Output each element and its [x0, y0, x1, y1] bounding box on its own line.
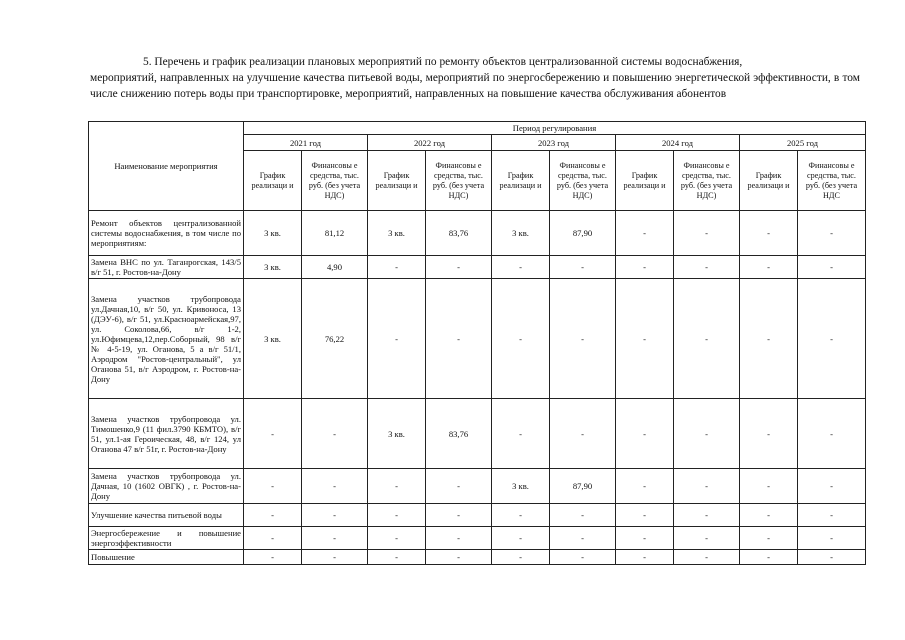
finance-cell: -: [798, 211, 866, 256]
schedule-cell: -: [616, 504, 674, 527]
schedule-cell: -: [368, 279, 426, 399]
finance-header: Финансовы е средства, тыс. руб. (без учета НДС): [674, 151, 740, 211]
heading-line-rest: мероприятий, направленных на улучшение качества питьевой воды, мероприятий по энергосбережению и повышению энергетической эффективности, в том числе снижению потерь воды при транспортировке, мероприятий, направленных на повышение качества обслуживания абонентов: [90, 72, 860, 100]
schedule-cell: -: [740, 550, 798, 565]
measure-name-cell: Замена участков трубопровода ул. Дачная, 10 (1602 ОВГК) , г. Ростов-на-Дону: [89, 469, 244, 504]
schedule-cell: -: [740, 256, 798, 279]
schedule-cell: -: [616, 469, 674, 504]
finance-cell: -: [550, 527, 616, 550]
schedule-cell: -: [244, 527, 302, 550]
heading-line-1: 5. Перечень и график реализации плановых мероприятий по ремонту объектов централизованной системы водоснабжения,: [143, 56, 743, 68]
schedule-cell: 3 кв.: [244, 279, 302, 399]
finance-cell: 83,76: [426, 399, 492, 469]
schedule-cell: -: [740, 527, 798, 550]
table-row: [89, 211, 866, 256]
finance-cell: -: [798, 469, 866, 504]
table-row: [89, 256, 866, 279]
schedule-cell: 3 кв.: [492, 469, 550, 504]
schedule-header: График реализаци и: [616, 151, 674, 211]
finance-cell: -: [674, 211, 740, 256]
year-header: 2025 год: [740, 135, 866, 151]
schedule-cell: 3 кв.: [492, 211, 550, 256]
schedule-cell: 3 кв.: [244, 256, 302, 279]
finance-cell: -: [426, 504, 492, 527]
finance-header: Финансовы е средства, тыс. руб. (без учета НДС: [798, 151, 866, 211]
name-column-header: Наименование мероприятия: [89, 122, 244, 211]
finance-cell: 83,76: [426, 211, 492, 256]
finance-cell: -: [550, 550, 616, 565]
schedule-cell: -: [368, 527, 426, 550]
finance-cell: -: [674, 504, 740, 527]
measures-table: [88, 121, 866, 565]
finance-cell: -: [674, 256, 740, 279]
finance-cell: -: [302, 550, 368, 565]
table-row: [89, 504, 866, 527]
schedule-cell: -: [244, 399, 302, 469]
period-header: Период регулирования: [244, 122, 866, 135]
schedule-cell: -: [244, 550, 302, 565]
measure-name-cell: Замена ВНС по ул. Таганрогская, 143/5 в/г 51, г. Ростов-на-Дону: [89, 256, 244, 279]
schedule-header: График реализаци и: [368, 151, 426, 211]
schedule-cell: -: [616, 256, 674, 279]
finance-cell: -: [798, 279, 866, 399]
finance-cell: -: [550, 399, 616, 469]
schedule-cell: -: [244, 469, 302, 504]
finance-cell: 87,90: [550, 469, 616, 504]
year-header: 2023 год: [492, 135, 616, 151]
table-row: [89, 527, 866, 550]
finance-cell: 87,90: [550, 211, 616, 256]
finance-cell: 81,12: [302, 211, 368, 256]
finance-cell: -: [426, 550, 492, 565]
schedule-cell: -: [616, 211, 674, 256]
schedule-cell: 3 кв.: [368, 211, 426, 256]
table-row: [89, 399, 866, 469]
schedule-header: График реализаци и: [740, 151, 798, 211]
finance-cell: -: [426, 469, 492, 504]
measure-name-cell: Замена участков трубопровода ул.Дачная,10, в/г 50, ул. Кривоноса, 13 (ДЭУ-6), в/г 51, ул.Красноармейская,97, ул. Соколова,66, в/г 1-2, ул.Юфимцева,12,пер.Соборный, 98 в/г № 4-5-19, ул. Оганова, 5 а в/г 51/1, Аэродром "Ростов-центральный", ул Оганова 51, в/г Аэродром, г. Ростов-на-Дону: [89, 279, 244, 399]
finance-cell: -: [550, 504, 616, 527]
year-header: 2024 год: [616, 135, 740, 151]
schedule-cell: -: [616, 399, 674, 469]
schedule-cell: -: [492, 399, 550, 469]
finance-cell: -: [302, 527, 368, 550]
finance-cell: -: [426, 527, 492, 550]
schedule-cell: -: [740, 211, 798, 256]
schedule-cell: -: [740, 504, 798, 527]
finance-cell: -: [674, 527, 740, 550]
schedule-cell: -: [492, 504, 550, 527]
finance-cell: -: [798, 550, 866, 565]
schedule-cell: -: [616, 527, 674, 550]
table-row: [89, 469, 866, 504]
finance-cell: 4,90: [302, 256, 368, 279]
year-header: 2021 год: [244, 135, 368, 151]
finance-cell: -: [550, 279, 616, 399]
measure-name-cell: Ремонт объектов централизованной системы водоснабжения, в том числе по мероприятиям:: [89, 211, 244, 256]
table-row: [89, 550, 866, 565]
schedule-cell: -: [616, 550, 674, 565]
finance-cell: -: [798, 527, 866, 550]
schedule-cell: -: [740, 469, 798, 504]
schedule-header: График реализаци и: [244, 151, 302, 211]
finance-cell: -: [798, 504, 866, 527]
schedule-cell: -: [740, 279, 798, 399]
schedule-cell: -: [368, 256, 426, 279]
schedule-cell: -: [368, 550, 426, 565]
schedule-cell: -: [492, 279, 550, 399]
schedule-cell: -: [740, 399, 798, 469]
schedule-cell: -: [616, 279, 674, 399]
year-header: 2022 год: [368, 135, 492, 151]
schedule-cell: -: [492, 256, 550, 279]
finance-cell: -: [674, 550, 740, 565]
finance-cell: -: [302, 504, 368, 527]
schedule-cell: 3 кв.: [244, 211, 302, 256]
schedule-header: График реализаци и: [492, 151, 550, 211]
document-heading: [90, 54, 860, 102]
finance-cell: -: [426, 256, 492, 279]
finance-cell: -: [302, 469, 368, 504]
finance-cell: -: [798, 256, 866, 279]
finance-cell: -: [674, 279, 740, 399]
schedule-cell: -: [492, 550, 550, 565]
measure-name-cell: Улучшение качества питьевой воды: [89, 504, 244, 527]
table-row: [89, 279, 866, 399]
schedule-cell: -: [244, 504, 302, 527]
schedule-cell: 3 кв.: [368, 399, 426, 469]
finance-header: Финансовы е средства, тыс. руб. (без учета НДС): [302, 151, 368, 211]
measure-name-cell: Энергосбережение и повышение энергоэффективности: [89, 527, 244, 550]
finance-header: Финансовы е средства, тыс. руб. (без учета НДС): [426, 151, 492, 211]
finance-cell: -: [426, 279, 492, 399]
finance-cell: -: [798, 399, 866, 469]
finance-cell: -: [674, 399, 740, 469]
schedule-cell: -: [368, 504, 426, 527]
finance-cell: -: [550, 256, 616, 279]
finance-cell: -: [674, 469, 740, 504]
schedule-cell: -: [492, 527, 550, 550]
finance-header: Финансовы е средства, тыс. руб. (без учета НДС): [550, 151, 616, 211]
finance-cell: -: [302, 399, 368, 469]
measure-name-cell: Повышение: [89, 550, 244, 565]
finance-cell: 76,22: [302, 279, 368, 399]
schedule-cell: -: [368, 469, 426, 504]
measure-name-cell: Замена участков трубопровода ул. Тимошенко,9 (11 фил.3790 КБМТО), в/г 51, ул.1-ая Героическая, 48, в/г 124, ул Оганова 47 в/г 51г, г. Ростов-на-Дону: [89, 399, 244, 469]
